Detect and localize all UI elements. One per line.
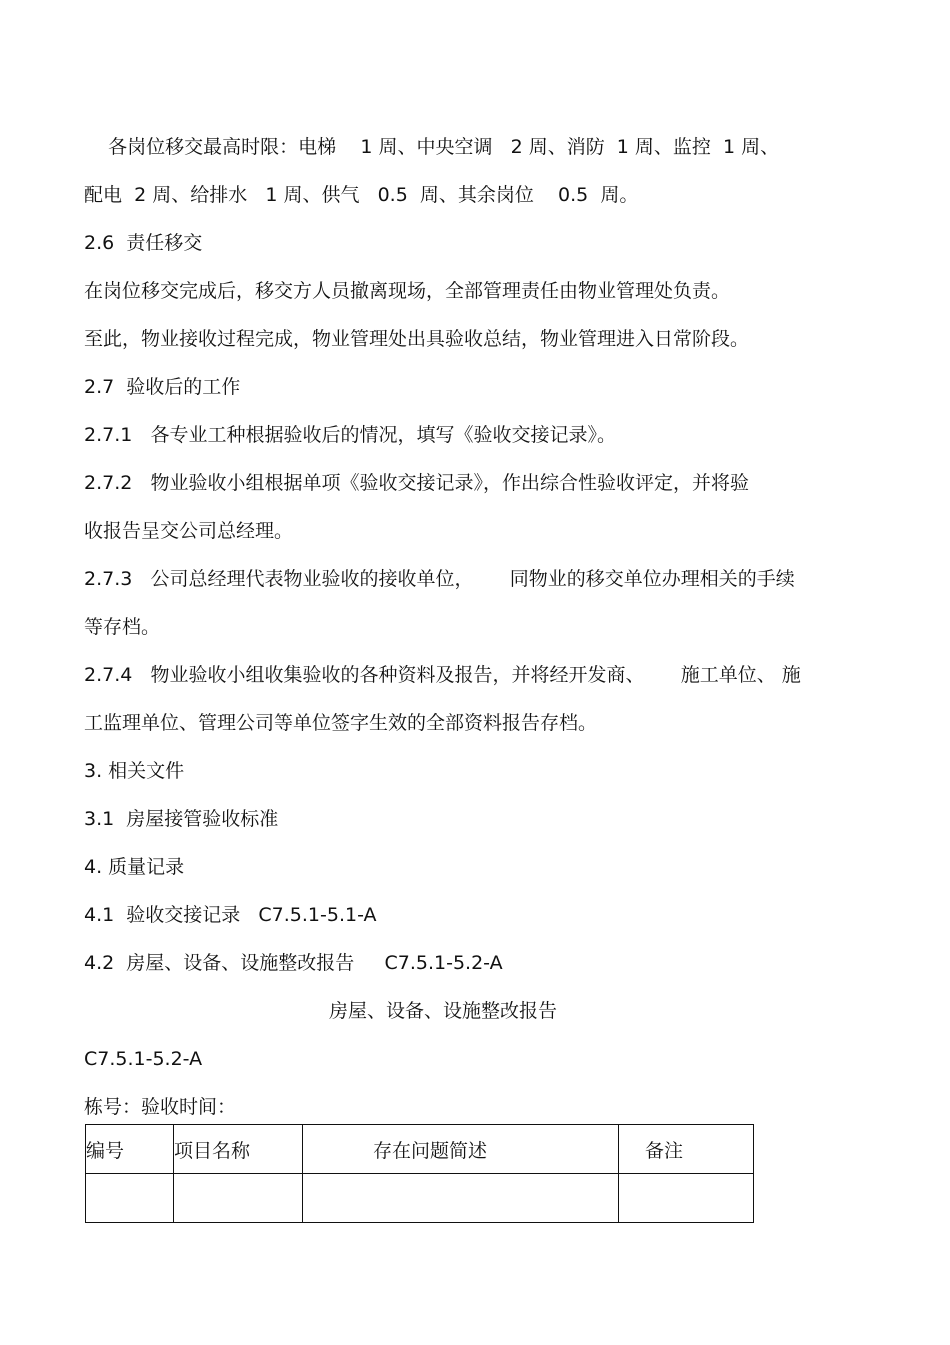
- table-cell[interactable]: [619, 1174, 754, 1223]
- paragraph-line: 4.1 验收交接记录 C7.5.1-5.1-A: [84, 904, 377, 926]
- paragraph-line: 等存档。: [84, 616, 161, 638]
- paragraph-line: 在岗位移交完成后，移交方人员撤离现场，全部管理责任由物业管理处负责。: [84, 280, 731, 302]
- report-title: 房屋、设备、设施整改报告: [328, 1000, 557, 1022]
- paragraph-line: 各岗位移交最高时限：电梯 1 周、中央空调 2 周、消防 1 周、监控 1 周、: [84, 136, 780, 158]
- paragraph-line: 3.1 房屋接管验收标准: [84, 808, 279, 830]
- paragraph-line: 2.7.1 各专业工种根据验收后的情况，填写《验收交接记录》。: [84, 424, 616, 446]
- rectification-table: [85, 1124, 754, 1223]
- table-row: [86, 1174, 754, 1223]
- section-heading: 4. 质量记录: [84, 856, 185, 878]
- paragraph-line: 工监理单位、管理公司等单位签字生效的全部资料报告存档。: [84, 712, 598, 734]
- table-cell[interactable]: [86, 1174, 174, 1223]
- paragraph-line: 2.7.4 物业验收小组收集验收的各种资料及报告，并将经开发商、 施工单位、 施: [84, 664, 801, 686]
- header-cell-remarks: 备注: [619, 1125, 754, 1174]
- paragraph-line: 2.7.2 物业验收小组根据单项《验收交接记录》，作出综合性验收评定，并将验: [84, 472, 749, 494]
- paragraph-line: 收报告呈交公司总经理。: [84, 520, 294, 542]
- header-cell-number: 编号: [86, 1125, 174, 1174]
- paragraph-line: 2.7.3 公司总经理代表物业验收的接收单位， 同物业的移交单位办理相关的手续: [84, 568, 795, 590]
- header-cell-problem: 存在问题简述: [303, 1125, 619, 1174]
- paragraph-line: 4.2 房屋、设备、设施整改报告 C7.5.1-5.2-A: [84, 952, 503, 974]
- table-cell[interactable]: [174, 1174, 303, 1223]
- section-heading: 2.7 验收后的工作: [84, 376, 241, 398]
- report-code: C7.5.1-5.2-A: [84, 1048, 203, 1070]
- table-cell[interactable]: [303, 1174, 619, 1223]
- report-meta: 栋号：验收时间：: [84, 1096, 237, 1118]
- table-header-row: [86, 1125, 754, 1174]
- paragraph-line: 至此，物业接收过程完成，物业管理处出具验收总结，物业管理进入日常阶段。: [84, 328, 750, 350]
- section-heading: 3. 相关文件: [84, 760, 185, 782]
- paragraph-line: 配电 2 周、给排水 1 周、供气 0.5 周、其余岗位 0.5 周。: [84, 184, 639, 206]
- section-heading: 2.6 责任移交: [84, 232, 203, 254]
- header-cell-item-name: 项目名称: [174, 1125, 303, 1174]
